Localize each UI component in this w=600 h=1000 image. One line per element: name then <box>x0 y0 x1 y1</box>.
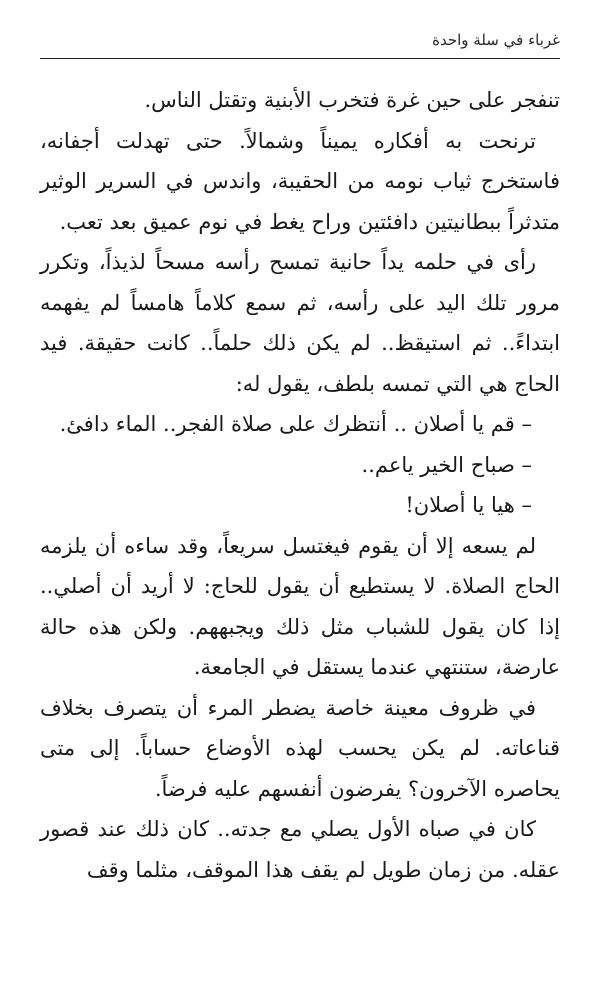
paragraph-1: تنفجر على حين غرة فتخرب الأبنية وتقتل الناس. <box>144 88 560 112</box>
running-header-title: غرباء في سلة واحدة <box>432 31 560 49</box>
paragraph-3: رأى في حلمه يداً حانية تمسح رأسه مسحاً لذيذاً، وتكرر مرور تلك اليد على رأسه، ثم سمع كلاماً هامساً لم يفهمه ابتداءً.. ثم استيقظ.. لم يكن ذلك حلماً.. كانت حقيقة. فيد الحاج هي التي تمسه بلطف، يقول له: <box>40 250 560 396</box>
body-text <box>40 80 560 890</box>
paragraph-5: في ظروف معينة خاصة يضطر المرء أن يتصرف بخلاف قناعاته. لم يكن يحسب لهذه الأوضاع حساباً. إلى متى يحاصره الآخرون؟ يفرضون أنفسهم عليه فرضاً. <box>40 695 560 801</box>
header-divider <box>40 58 560 59</box>
dialogue-line-3: – هيا يا أصلان! <box>405 493 532 517</box>
dialogue-line-1: – قم يا أصلان .. أنتظرك على صلاة الفجر.. الماء دافئ. <box>59 412 532 436</box>
dialogue-line-2: – صباح الخير ياعم.. <box>361 452 532 477</box>
paragraph-2: ترنحت به أفكاره يميناً وشمالاً. حتى تهدلت أجفانه، فاستخرج ثياب نومه من الحقيبة، واندس في السرير الوثير متدثراً ببطانيتين دافئتين وراح يغط في نوم عميق بعد تعب. <box>40 128 560 234</box>
paragraph-4: لم يسعه إلا أن يقوم فيغتسل سريعاً، وقد ساءه أن يلزمه الحاج الصلاة. لا يستطيع أن يقول للحاج: لا أريد أن أصلي.. إذا كان يقول للشباب مثل ذلك ويجبههم. ولكن هذه حالة عارضة، ستنتهي عندما يستقل في الجامعة. <box>40 533 560 679</box>
paragraph-6: كان في صباه الأول يصلي مع جدته.. كان ذلك عند قصور عقله. من زمان طويل لم يقف هذا الموقف، مثلما وقف <box>40 817 560 882</box>
